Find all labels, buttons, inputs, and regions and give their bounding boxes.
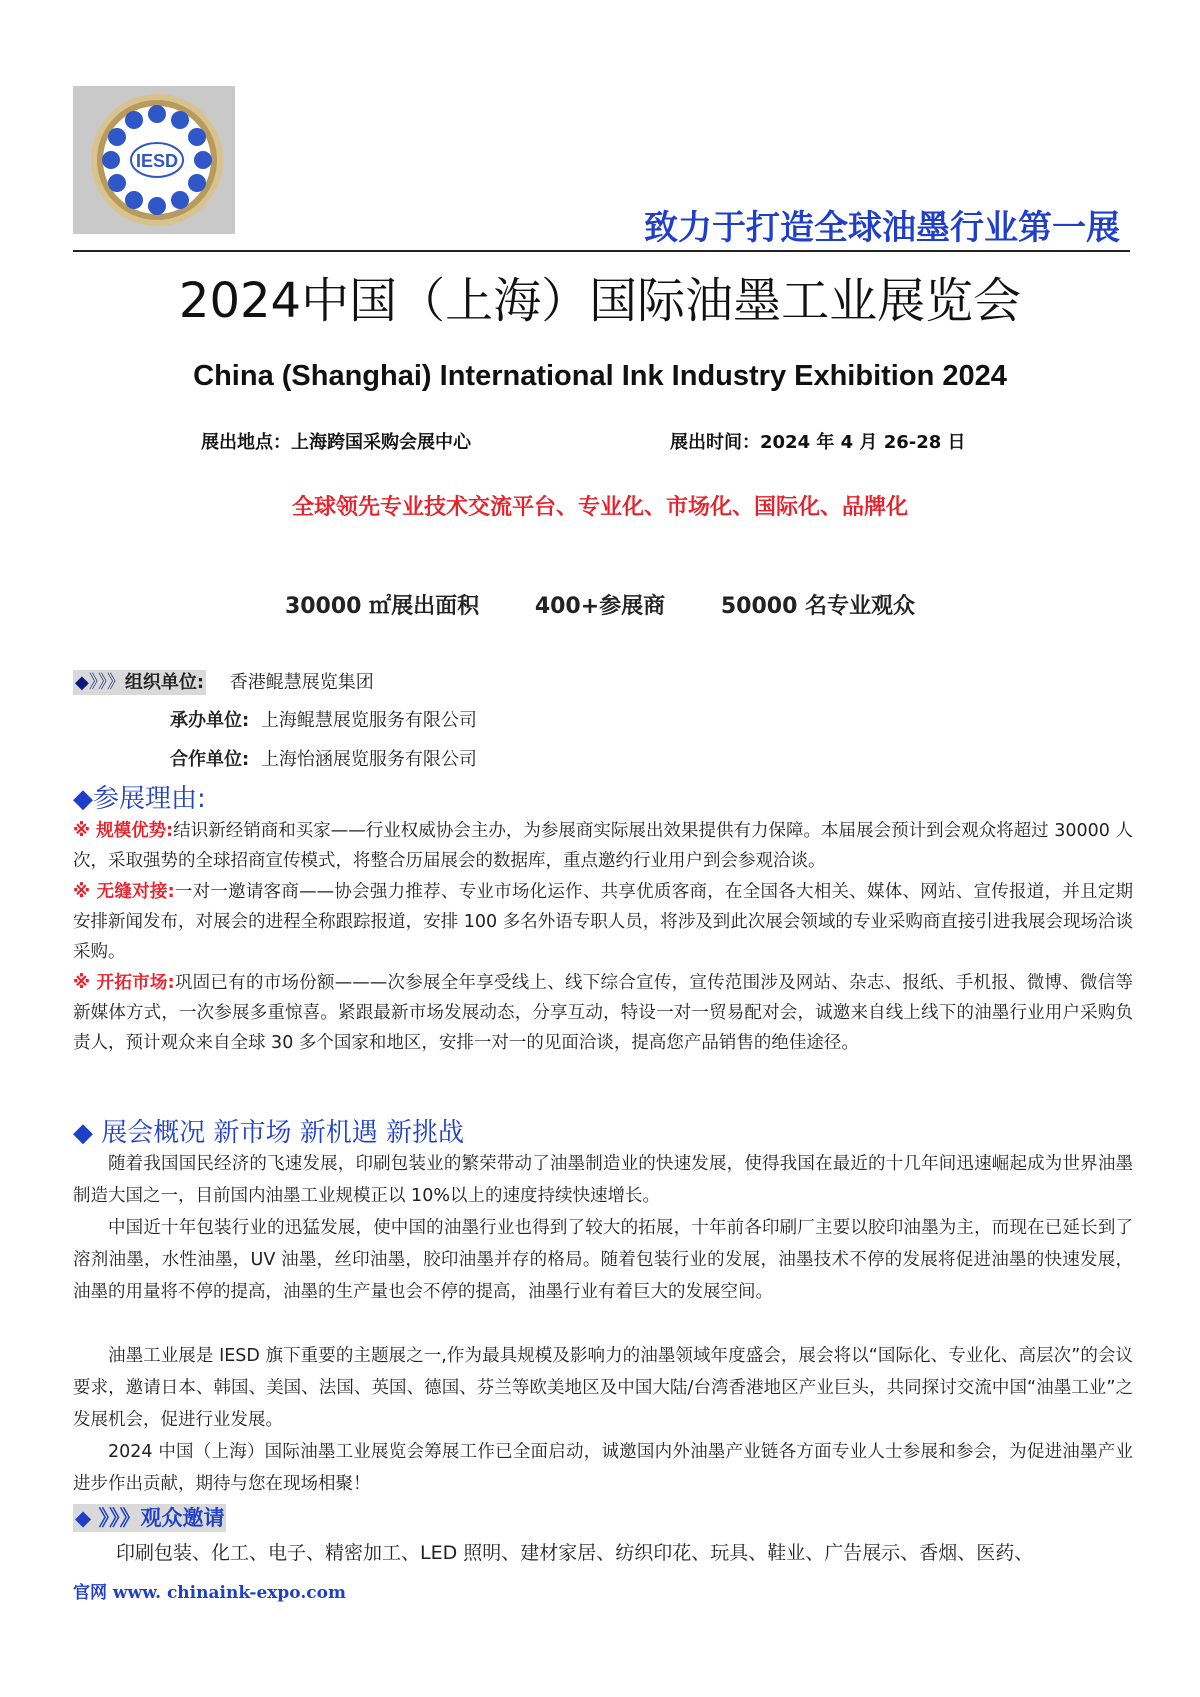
stat-visitors: 50000 名专业观众 <box>720 594 916 619</box>
audience-heading <box>73 1502 226 1532</box>
reason-text: 一对一邀请客商——协会强力推荐、专业市场化运作、共享优质客商，在全国各大相关、媒体、网站、宣传报道，并且定期安排新闻发布，对展会的进程全称跟踪报道，安排 100 多名外语专职人员，将涉及到此次展会领域的专业采购商直接引进我展会现场洽谈采购。 <box>73 882 1133 962</box>
partner-value: 上海怡涵展览服务有限公司 <box>260 749 477 770</box>
organizer-row <box>73 668 374 694</box>
overview-paragraph-4: 2024 中国（上海）国际油墨工业展览会筹展工作已全面启动，诚邀国内外油墨产业链各方面专业人士参展和参会，为促进油墨产业进步作出贡献，期待与您在现场相聚！ <box>73 1442 1133 1494</box>
overview-paragraph-1: 随着我国国民经济的飞速发展，印刷包装业的繁荣带动了油墨制造业的快速发展，使得我国在最近的十几年间迅速崛起成为世界油墨制造大国之一，目前国内油墨工业规模正以 10%以上的速度持续快速增长。 <box>73 1154 1133 1206</box>
organizer-label-block <box>73 670 206 695</box>
overview-paragraph-3: 油墨工业展是 IESD 旗下重要的主题展之一,作为最具规模及影响力的油墨领域年度盛会，展会将以“国际化、专业化、高层次”的会议要求，邀请日本、韩国、美国、法国、英国、德国、芬兰等欧美地区及中国大陆/台湾香港地区产业巨头，共同探讨交流中国“油墨工业”之发展机会，促进行业发展。 <box>73 1346 1133 1430</box>
overview-paragraph-2: 中国近十年包装行业的迅猛发展，使中国的油墨行业也得到了较大的拓展，十年前各印刷厂主要以胶印油墨为主，而现在已延长到了溶剂油墨，水性油墨，UV 油墨，丝印油墨，胶印油墨并存的格局。随着包装行业的发展，油墨技术不停的发展将促进油墨的快速发展，油墨的用量将不停的提高，油墨的生产量也会不停的提高，油墨行业有着巨大的发展空间。 <box>73 1218 1133 1302</box>
audience-industries: 印刷包装、化工、电子、精密加工、LED 照明、建材家居、纺织印花、玩具、鞋业、广告展示、香烟、医药、 <box>116 1542 1034 1564</box>
header-divider <box>73 250 1130 252</box>
footer-label: 官网 <box>73 1583 107 1603</box>
audience-heading-text: ◆ 》》》观众邀请 <box>75 1506 225 1530</box>
host-value: 上海鲲慧展览服务有限公司 <box>260 710 477 731</box>
footer-url-link[interactable]: www. chinaink-expo.com <box>112 1583 346 1603</box>
host-label: 承办单位: <box>170 710 250 731</box>
tagline: 全球领先专业技术交流平台、专业化、市场化、国际化、品牌化 <box>291 495 908 520</box>
reason-text: 结识新经销商和买家——行业权威协会主办，为参展商实际展出效果提供有力保障。本届展会预计到会观众将超过 30000 人次，采取强势的全球招商宣传模式，将整合历届展会的数据库，重点邀约行业用户到会参观洽谈。 <box>73 821 1133 871</box>
reason-title: ※ 无缝对接: <box>73 882 175 902</box>
stats-row <box>0 589 1200 620</box>
section-marker: ◆》》》 <box>75 672 125 693</box>
logo <box>73 86 235 234</box>
stat-area: 30000 ㎡展出面积 <box>284 594 480 619</box>
host-row <box>170 706 477 732</box>
reason-market <box>73 968 1133 1058</box>
reason-connect <box>73 877 1133 967</box>
reasons-heading: ◆参展理由: <box>73 784 206 814</box>
reason-title: ※ 规模优势: <box>73 821 174 841</box>
partner-label: 合作单位: <box>170 749 250 770</box>
reason-text: 巩固已有的市场份额———次参展全年享受线上、线下综合宣传，宣传范围涉及网站、杂志、报纸、手机报、微博、微信等新媒体方式，一次参展多重惊喜。紧跟最新市场发展动态，分享互动，特设一对一贸易配对会，诚邀来自线上线下的油墨行业用户采购负责人，预计观众来自全球 30 多个国家和地区，安排一对一的见面洽谈，提高您产品销售的绝佳途径。 <box>73 973 1134 1053</box>
organizer-label: 组织单位: <box>124 672 205 693</box>
title-chinese: 2024中国（上海）国际油墨工业展览会 <box>178 273 1022 329</box>
logo-text: IESD <box>135 151 179 171</box>
iesd-logo-icon <box>73 86 235 234</box>
organizer-value: 香港鲲慧展览集团 <box>229 672 374 693</box>
exhibition-date: 展出时间：2024 年 4 月 26-28 日 <box>670 432 966 453</box>
venue: 展出地点：上海跨国采购会展中心 <box>201 432 471 453</box>
partner-row <box>170 745 477 771</box>
stat-exhibitors: 400+参展商 <box>534 594 666 619</box>
overview-heading: ◆ 展会概况 新市场 新机遇 新挑战 <box>73 1118 465 1148</box>
reason-scale <box>73 816 1133 876</box>
title-english: China (Shanghai) International Ink Industry Exhibition 2024 <box>193 360 1007 392</box>
footer <box>73 1578 346 1603</box>
reason-title: ※ 开拓市场: <box>73 973 175 993</box>
slogan: 致力于打造全球油墨行业第一展 <box>644 208 1120 248</box>
